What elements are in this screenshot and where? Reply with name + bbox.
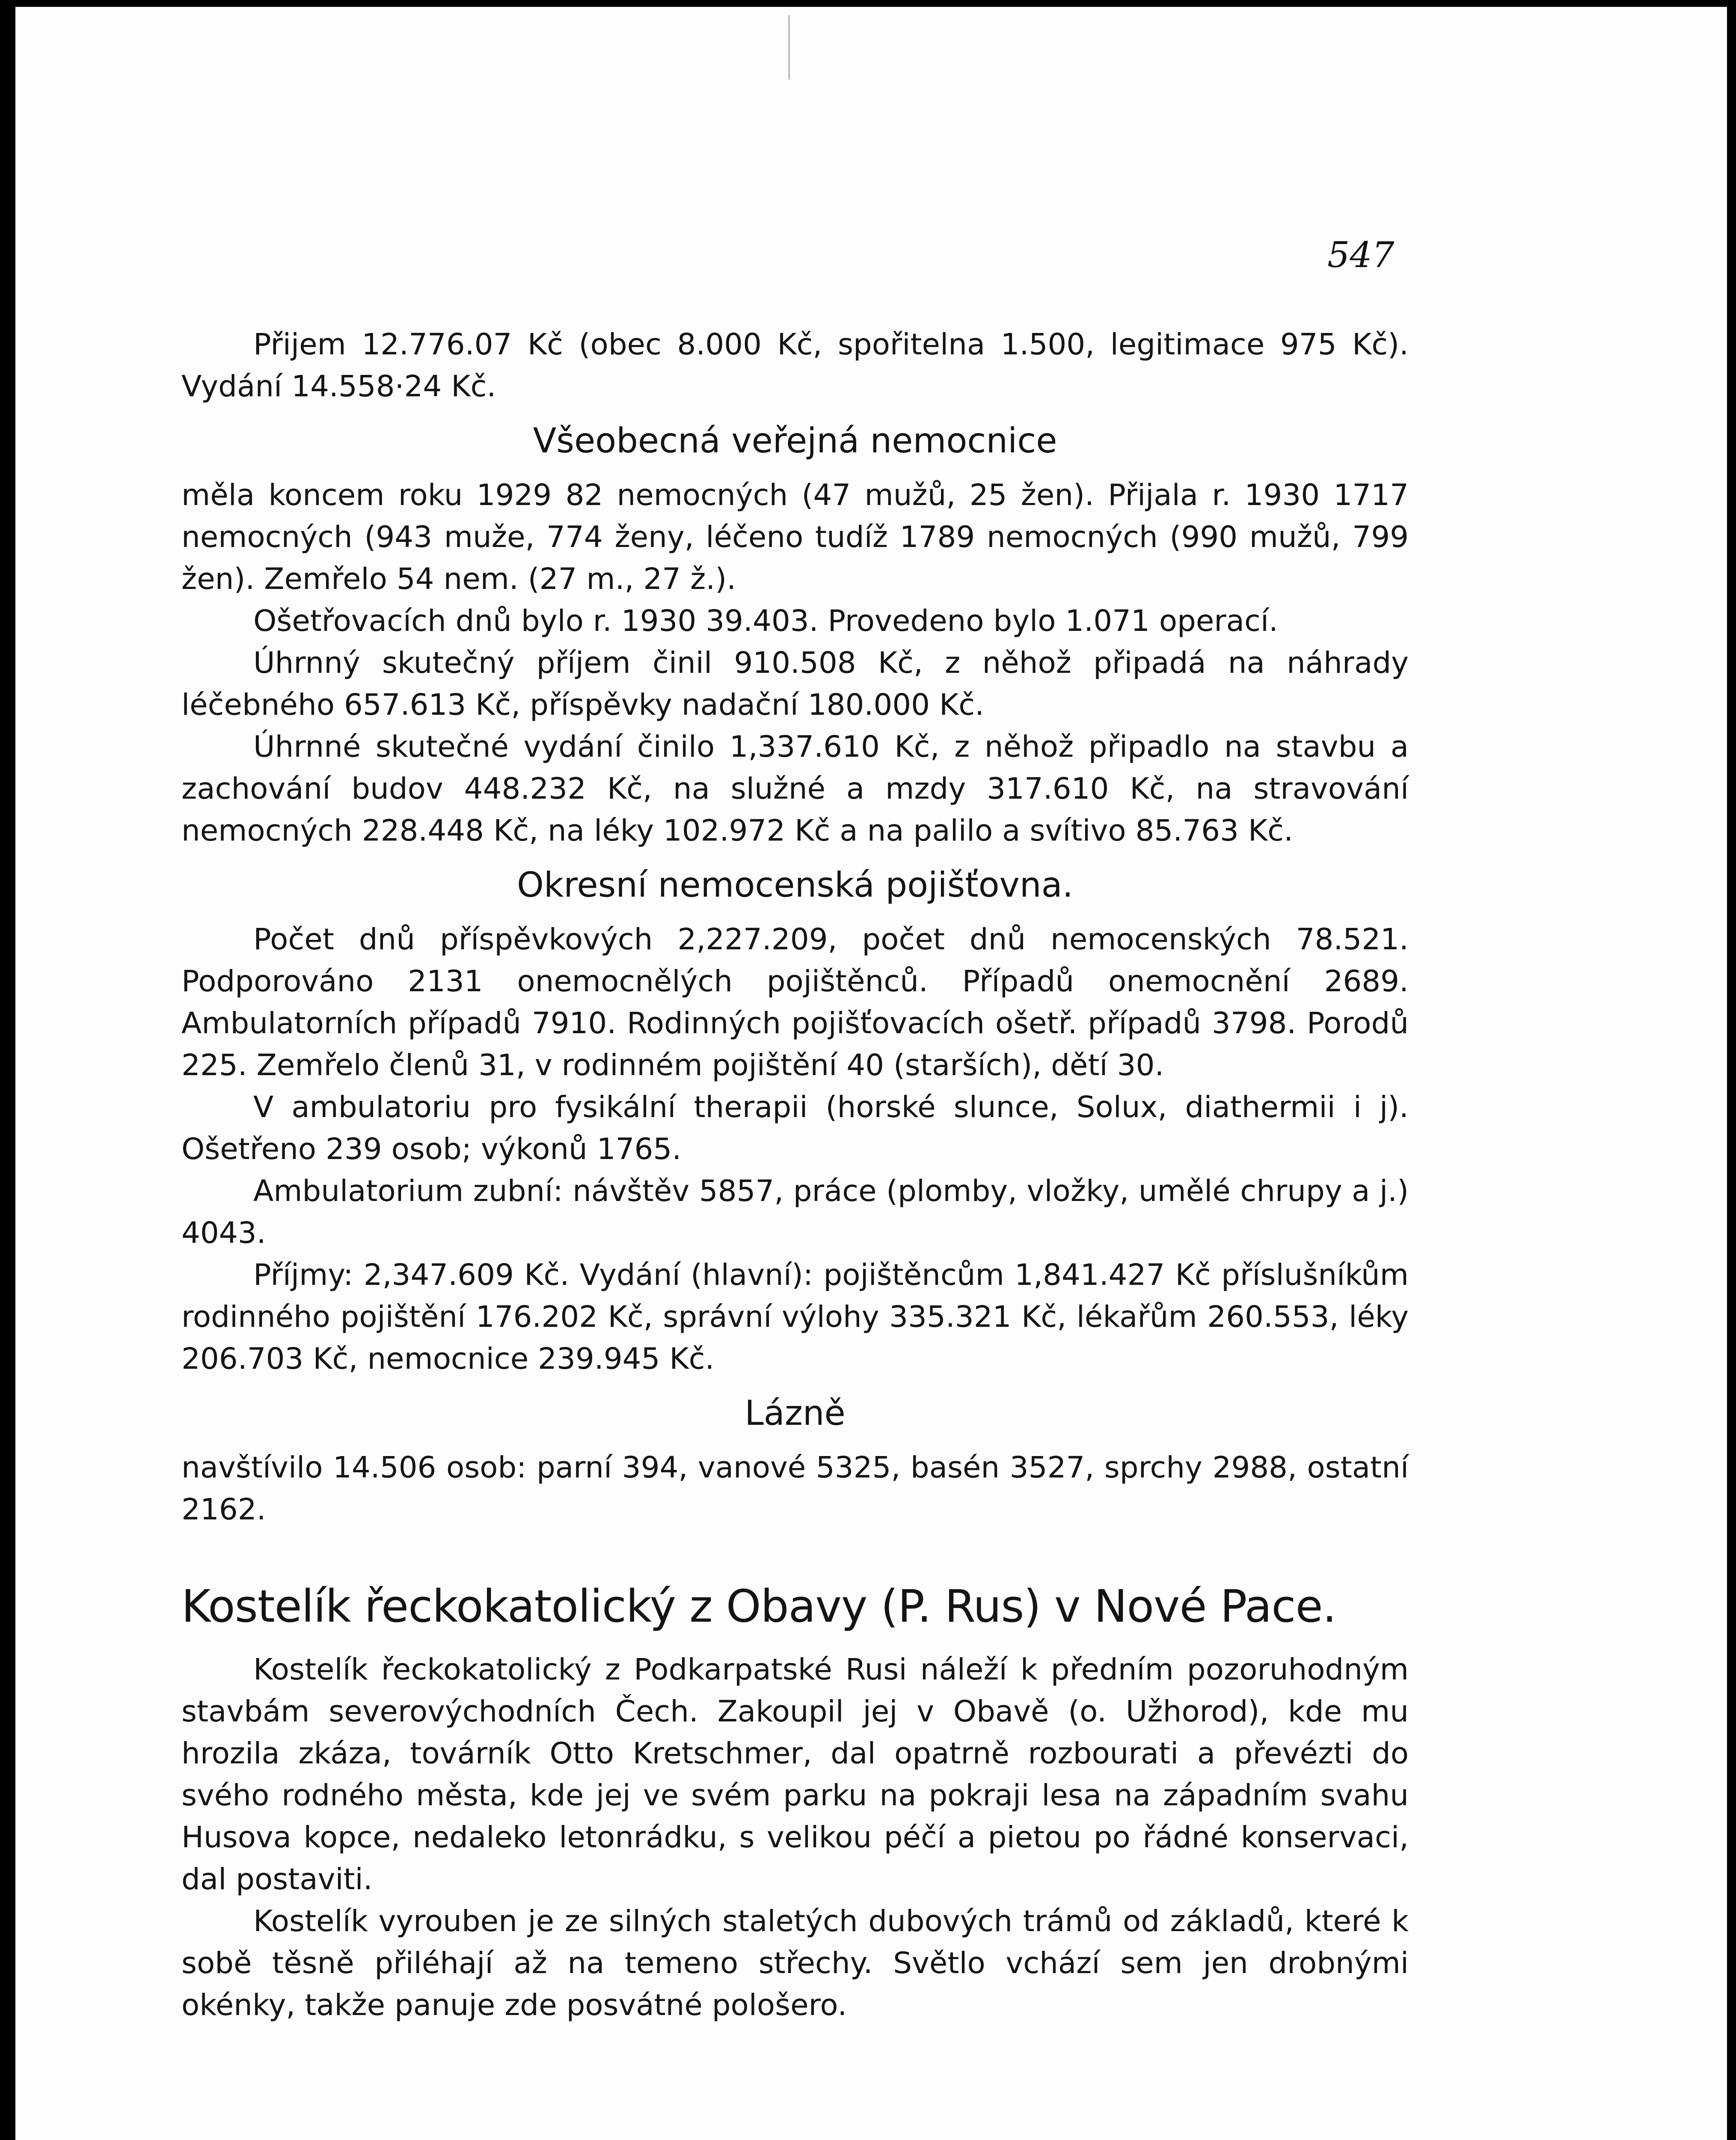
paragraph-insurance-stats: Počet dnů příspěvkových 2,227.209, počet dnů nemocenských 78.521. Podporováno 2131 onemocnělých pojištěnců. Případů onemocnění 2689. Ambulatorních případů 7910. Rodinných pojišťovacích ošetř. případů 3798. Porodů 225. Zemřelo členů 31, v rodinném pojištění 40 (starších), dětí 30. [181,922,1409,1082]
paragraph-physical-therapy: V ambulatoriu pro fysikální therapii (horské slunce, Solux, diathermii i j). Ošetřeno 239 osob; výkonů 1765. [181,1090,1409,1166]
heading-hospital: Všeobecná veřejná nemocnice [533,421,1057,461]
paragraph-dental: Ambulatorium zubní: návštěv 5857, práce (plomby, vložky, umělé chrupy a j.) 4043. [181,1174,1409,1250]
paragraph-church-construction: Kostelík vyrouben je ze silných staletých dubových trámů od základů, které k sobě těsně přiléhají až na temeno střechy. Světlo vchází sem jen drobnými okénky, takže panuje zde posvátné pološero. [181,1904,1409,2022]
paragraph-church-history: Kostelík řeckokatolický z Podkarpatské Rusi náleží k předním pozoruhodným stavbám severovýchodních Čech. Zakoupil jej v Obavě (o. Užhorod), kde mu hrozila zkáza, továrník Otto Kretschmer, dal opatrně rozbourati a převézti do svého rodného města, kde jej ve svém parku na pokraji lesa na západním svahu Husova kopce, nedaleko letonrádku, s velikou péčí a pietou po řádné konservaci, dal postaviti. [181,1653,1409,1896]
heading-baths: Lázně [745,1393,846,1433]
paragraph-hospital-income: Úhrnný skutečný příjem činil 910.508 Kč, z něhož připadá na náhrady léčebného 657.613 Kč, příspěvky nadační 180.000 Kč. [181,646,1409,722]
paragraph-hospital-days: Ošetřovacích dnů bylo r. 1930 39.403. Provedeno bylo 1.071 operací. [253,604,1278,638]
paragraph-hospital-patients: měla koncem roku 1929 82 nemocných (47 mužů, 25 žen). Přijala r. 1930 1717 nemocných (943 muže, 774 ženy, léčeno tudíž 1789 nemocných (990 mužů, 799 žen). Zemřelo 54 nem. (27 m., 27 ž.). [181,478,1409,596]
page-body [181,324,1409,2026]
paragraph-hospital-expenses: Úhrnné skutečné vydání činilo 1,337.610 Kč, z něhož připadlo na stavbu a zachování budov 448.232 Kč, na služné a mzdy 317.610 Kč, na stravování nemocných 228.448 Kč, na léky 102.972 Kč a na palilo a svítivo 85.763 Kč. [181,730,1409,848]
paragraph-income-expenses: Přijem 12.776.07 Kč (obec 8.000 Kč, spořitelna 1.500, legitimace 975 Kč). Vydání 14.558·24 Kč. [181,327,1409,404]
document-page [15,7,1727,2140]
heading-insurance: Okresní nemocenská pojišťovna. [516,865,1074,905]
paragraph-baths: navštívilo 14.506 osob: parní 394, vanové 5325, basén 3527, sprchy 2988, ostatní 2162. [181,1450,1409,1527]
page-number: 547 [1327,235,1395,276]
heading-church: Kostelík řeckokatolický z Obavy (P. Rus) v Nové Pace. [181,1580,1336,1632]
scan-artifact-line [788,15,790,80]
paragraph-insurance-finance: Příjmy: 2,347.609 Kč. Vydání (hlavní): pojištěncům 1,841.427 Kč příslušníkům rodinného pojištění 176.202 Kč, správní výlohy 335.321 Kč, lékařům 260.553, léky 206.703 Kč, nemocnice 239.945 Kč. [181,1258,1409,1376]
